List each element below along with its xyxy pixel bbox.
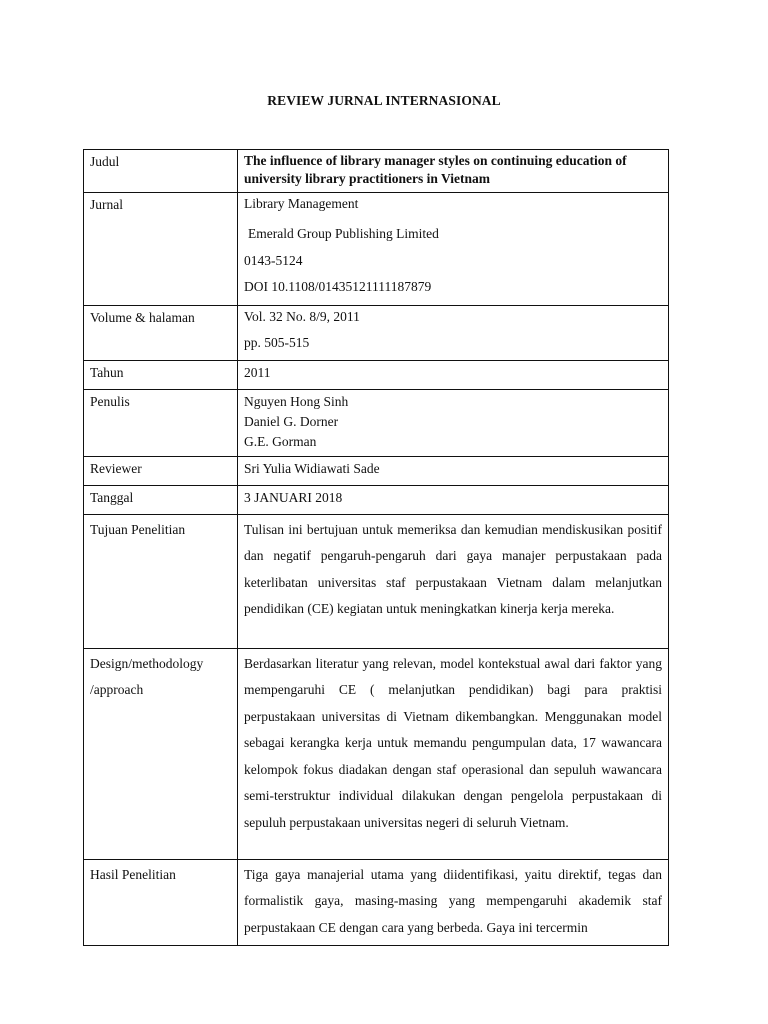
table-row-tujuan	[84, 514, 669, 648]
authors-list	[238, 389, 669, 456]
row-label: Judul	[84, 150, 238, 193]
journal-name: Library Management	[244, 196, 359, 211]
journal-info	[238, 193, 669, 306]
row-label: Jurnal	[84, 193, 238, 306]
article-title: The influence of library manager styles on continuing education of university library practitioners in Vietnam	[238, 150, 669, 193]
row-label: Reviewer	[84, 456, 238, 485]
label-line: Design/methodology	[90, 655, 204, 671]
volume-info	[238, 305, 669, 360]
table-row-penulis	[84, 389, 669, 456]
author: Daniel G. Dorner	[244, 413, 339, 429]
table-row-hasil	[84, 859, 669, 946]
row-label: Penulis	[84, 389, 238, 456]
research-results: Tiga gaya manajerial utama yang diidentifikasi, yaitu direktif, tegas dan formalistik gaya, masing-masing yang mempengaruhi akademik staf perpustakaan CE dengan cara yang berbeda. Gaya ini tercermin	[238, 859, 669, 946]
row-label: Tahun	[84, 360, 238, 389]
author: G.E. Gorman	[244, 433, 317, 449]
row-label: Hasil Penelitian	[84, 859, 238, 946]
design-methodology: Berdasarkan literatur yang relevan, model kontekstual awal dari faktor yang mempengaruhi CE ( melanjutkan pendidikan) bagi para praktisi perpustakaan universitas di Vietnam dikembangkan. Menggunakan model sebagai kerangka kerja untuk memandu pengumpulan data, 17 wawancara kelompok fokus diadakan dengan staf operasional dan sepuluh wawancara semi-terstruktur individual dilakukan dengan pengelola perpustakaan di sepuluh perpustakaan universitas negeri di seluruh Vietnam.	[238, 648, 669, 859]
page-range: pp. 505-515	[244, 334, 310, 350]
row-label	[84, 648, 238, 859]
table-row-tahun	[84, 360, 669, 389]
table-row-design	[84, 648, 669, 859]
label-line: /approach	[90, 682, 144, 697]
volume-number: Vol. 32 No. 8/9, 2011	[244, 308, 360, 324]
row-label: Tanggal	[84, 485, 238, 514]
table-row-reviewer	[84, 456, 669, 485]
table-row-tanggal	[84, 485, 669, 514]
table-row-jurnal	[84, 193, 669, 306]
year-value: 2011	[238, 360, 669, 389]
date-value: 3 JANUARI 2018	[238, 485, 669, 514]
journal-doi: DOI 10.1108/01435121111187879	[244, 279, 432, 294]
research-purpose: Tulisan ini bertujuan untuk memeriksa dan kemudian mendiskusikan positif dan negatif pengaruh-pengaruh dari gaya manajer perpustakaan pada keterlibatan universitas staf perpustakaan Vietnam dalam melanjutkan pendidikan (CE) kegiatan untuk meningkatkan kinerja kerja mereka.	[238, 514, 669, 648]
row-label: Volume & halaman	[84, 305, 238, 360]
journal-issn: 0143-5124	[244, 252, 303, 268]
author: Nguyen Hong Sinh	[244, 393, 349, 409]
review-table	[83, 149, 669, 946]
row-label: Tujuan Penelitian	[84, 514, 238, 648]
reviewer-name: Sri Yulia Widiawati Sade	[238, 456, 669, 485]
journal-publisher: Emerald Group Publishing Limited	[248, 226, 439, 241]
table-row-judul	[84, 150, 669, 193]
table-row-volume	[84, 305, 669, 360]
page-title: REVIEW JURNAL INTERNASIONAL	[267, 93, 501, 108]
